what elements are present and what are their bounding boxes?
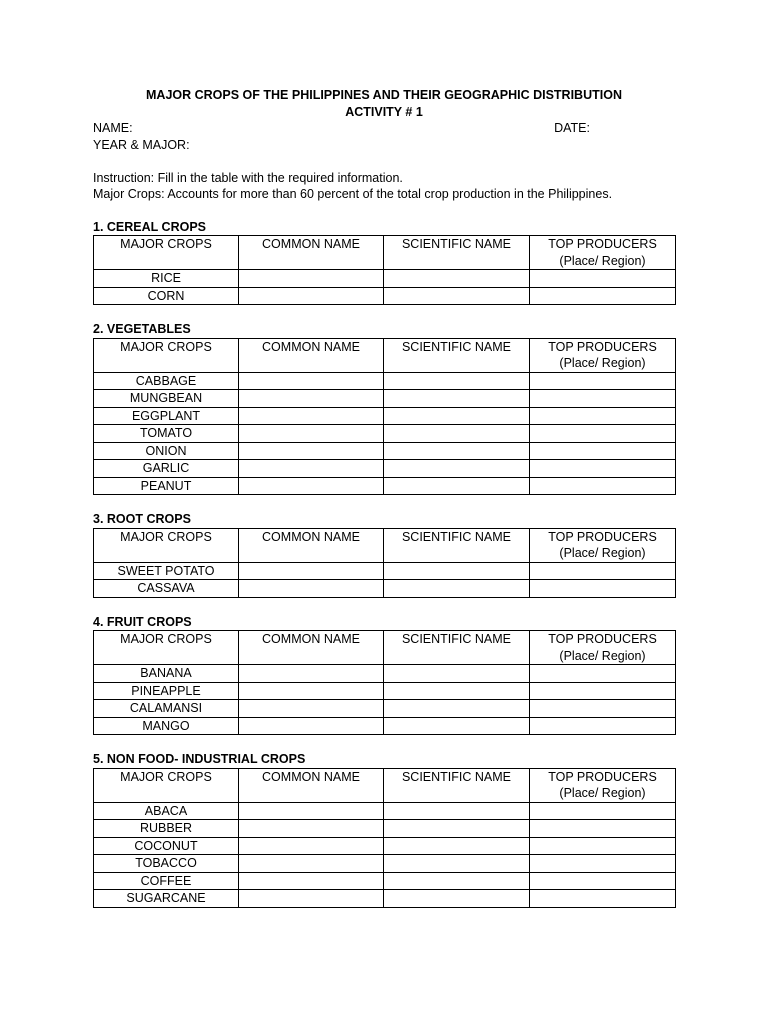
table-row bbox=[94, 407, 676, 425]
common-name-cell[interactable] bbox=[239, 665, 384, 683]
top-producers-cell[interactable] bbox=[530, 802, 676, 820]
header-common-name bbox=[239, 631, 384, 665]
table-row bbox=[94, 287, 676, 305]
top-producers-cell[interactable] bbox=[530, 890, 676, 908]
header-scientific-name-text: SCIENTIFIC NAME bbox=[401, 339, 512, 354]
header-major-crops-text: MAJOR CROPS bbox=[120, 529, 212, 544]
common-name-cell[interactable] bbox=[239, 287, 384, 305]
common-name-cell[interactable] bbox=[239, 270, 384, 288]
scientific-name-cell[interactable] bbox=[384, 890, 530, 908]
common-name-cell[interactable] bbox=[239, 802, 384, 820]
top-producers-cell[interactable] bbox=[530, 287, 676, 305]
scientific-name-cell[interactable] bbox=[384, 802, 530, 820]
year-major-label: YEAR & MAJOR: bbox=[93, 137, 190, 152]
scientific-name-cell[interactable] bbox=[384, 580, 530, 598]
table-row bbox=[94, 562, 676, 580]
header-common-name-text: COMMON NAME bbox=[262, 339, 360, 354]
table-row bbox=[94, 270, 676, 288]
table-row bbox=[94, 890, 676, 908]
top-producers-cell[interactable] bbox=[530, 682, 676, 700]
scientific-name-cell[interactable] bbox=[384, 682, 530, 700]
header-major-crops bbox=[94, 338, 239, 372]
common-name-cell[interactable] bbox=[239, 442, 384, 460]
table-row bbox=[94, 802, 676, 820]
header-major-crops-text: MAJOR CROPS bbox=[120, 339, 212, 354]
section-title: 5. NON FOOD- INDUSTRIAL CROPS bbox=[93, 752, 306, 766]
common-name-cell[interactable] bbox=[239, 872, 384, 890]
common-name-cell[interactable] bbox=[239, 425, 384, 443]
table-row bbox=[94, 717, 676, 735]
crop-name-cell: EGGPLANT bbox=[94, 407, 239, 425]
top-producers-cell[interactable] bbox=[530, 442, 676, 460]
header-common-name-text: COMMON NAME bbox=[262, 237, 360, 251]
table-header-row bbox=[94, 338, 676, 372]
header-scientific-name bbox=[384, 528, 530, 562]
table-row bbox=[94, 390, 676, 408]
top-producers-cell[interactable] bbox=[530, 580, 676, 598]
table-row bbox=[94, 820, 676, 838]
top-producers-cell[interactable] bbox=[530, 562, 676, 580]
common-name-cell[interactable] bbox=[239, 820, 384, 838]
header-scientific-name-text: SCIENTIFIC NAME bbox=[401, 529, 512, 544]
common-name-cell[interactable] bbox=[239, 580, 384, 598]
common-name-cell[interactable] bbox=[239, 477, 384, 495]
header-top-producers-text: TOP PRODUCERS bbox=[548, 632, 657, 646]
scientific-name-cell[interactable] bbox=[384, 820, 530, 838]
common-name-cell[interactable] bbox=[239, 562, 384, 580]
scientific-name-cell[interactable] bbox=[384, 270, 530, 288]
header-common-name bbox=[239, 338, 384, 372]
common-name-cell[interactable] bbox=[239, 837, 384, 855]
table-row bbox=[94, 477, 676, 495]
spacer bbox=[93, 153, 675, 170]
header-major-crops bbox=[94, 768, 239, 802]
common-name-cell[interactable] bbox=[239, 372, 384, 390]
header-major-crops-text: MAJOR CROPS bbox=[120, 632, 212, 646]
header-common-name-text: COMMON NAME bbox=[262, 529, 360, 544]
top-producers-cell[interactable] bbox=[530, 820, 676, 838]
header-common-name bbox=[239, 528, 384, 562]
header-top-producers bbox=[530, 768, 676, 802]
header-major-crops-text: MAJOR CROPS bbox=[120, 769, 212, 784]
crop-name-cell: RUBBER bbox=[94, 820, 239, 838]
scientific-name-cell[interactable] bbox=[384, 425, 530, 443]
header-scientific-name bbox=[384, 768, 530, 802]
header-top-producers bbox=[530, 528, 676, 562]
scientific-name-cell[interactable] bbox=[384, 855, 530, 873]
header-major-crops bbox=[94, 528, 239, 562]
header-major-crops bbox=[94, 236, 239, 270]
table-header-row bbox=[94, 528, 676, 562]
common-name-cell[interactable] bbox=[239, 460, 384, 478]
scientific-name-cell[interactable] bbox=[384, 700, 530, 718]
top-producers-cell[interactable] bbox=[530, 270, 676, 288]
header-top-producers-text: TOP PRODUCERS bbox=[548, 769, 657, 784]
header-top-producers-text: (Place/ Region) bbox=[559, 253, 646, 268]
crop-table bbox=[93, 528, 676, 598]
common-name-cell[interactable] bbox=[239, 682, 384, 700]
crop-table bbox=[93, 768, 676, 908]
crop-name-cell: ABACA bbox=[94, 802, 239, 820]
header-top-producers-text: (Place/ Region) bbox=[559, 356, 646, 370]
top-producers-cell[interactable] bbox=[530, 460, 676, 478]
header-scientific-name-text: SCIENTIFIC NAME bbox=[401, 769, 512, 784]
top-producers-cell[interactable] bbox=[530, 855, 676, 873]
table-row bbox=[94, 665, 676, 683]
header-common-name bbox=[239, 236, 384, 270]
header-top-producers-text: (Place/ Region) bbox=[559, 786, 646, 800]
table-row bbox=[94, 872, 676, 890]
table-row bbox=[94, 580, 676, 598]
common-name-cell[interactable] bbox=[239, 700, 384, 718]
crop-name-cell: TOMATO bbox=[94, 425, 239, 443]
top-producers-cell[interactable] bbox=[530, 872, 676, 890]
header-top-producers-text: TOP PRODUCERS bbox=[548, 237, 657, 251]
header-common-name-text: COMMON NAME bbox=[262, 769, 360, 784]
scientific-name-cell[interactable] bbox=[384, 407, 530, 425]
crop-name-cell: CABBAGE bbox=[94, 372, 239, 390]
header-top-producers bbox=[530, 236, 676, 270]
scientific-name-cell[interactable] bbox=[384, 665, 530, 683]
worksheet-title: MAJOR CROPS OF THE PHILIPPINES AND THEIR GEOGRAPHIC DISTRIBUTION bbox=[146, 88, 622, 102]
common-name-cell[interactable] bbox=[239, 890, 384, 908]
scientific-name-cell[interactable] bbox=[384, 372, 530, 390]
header-common-name bbox=[239, 768, 384, 802]
header-scientific-name bbox=[384, 338, 530, 372]
top-producers-cell[interactable] bbox=[530, 665, 676, 683]
common-name-cell[interactable] bbox=[239, 717, 384, 735]
header-top-producers-text: (Place/ Region) bbox=[559, 648, 646, 663]
table-row bbox=[94, 442, 676, 460]
crop-name-cell: TOBACCO bbox=[94, 855, 239, 873]
header-top-producers bbox=[530, 338, 676, 372]
table-row bbox=[94, 855, 676, 873]
crop-sections bbox=[93, 219, 675, 908]
section-title: 4. FRUIT CROPS bbox=[93, 614, 192, 629]
name-label: NAME: bbox=[93, 121, 133, 135]
scientific-name-cell[interactable] bbox=[384, 442, 530, 460]
scientific-name-cell[interactable] bbox=[384, 287, 530, 305]
top-producers-cell[interactable] bbox=[530, 407, 676, 425]
crop-name-cell: PEANUT bbox=[94, 477, 239, 495]
scientific-name-cell[interactable] bbox=[384, 460, 530, 478]
crop-name-cell: CALAMANSI bbox=[94, 700, 239, 718]
top-producers-cell[interactable] bbox=[530, 390, 676, 408]
crop-name-cell: RICE bbox=[94, 270, 239, 288]
activity-number: ACTIVITY # 1 bbox=[345, 104, 423, 119]
crop-name-cell: GARLIC bbox=[94, 460, 239, 478]
crop-table bbox=[93, 235, 676, 305]
header-top-producers-text: (Place/ Region) bbox=[559, 546, 646, 560]
header-top-producers-text: TOP PRODUCERS bbox=[548, 529, 657, 544]
section-title: 1. CEREAL CROPS bbox=[93, 219, 206, 234]
instruction-text: Instruction: Fill in the table with the required information. bbox=[93, 170, 403, 185]
top-producers-cell[interactable] bbox=[530, 477, 676, 495]
crop-table bbox=[93, 630, 676, 735]
top-producers-cell[interactable] bbox=[530, 837, 676, 855]
header-scientific-name-text: SCIENTIFIC NAME bbox=[401, 632, 512, 646]
common-name-cell[interactable] bbox=[239, 390, 384, 408]
common-name-cell[interactable] bbox=[239, 407, 384, 425]
crop-name-cell: SUGARCANE bbox=[94, 890, 239, 908]
header-scientific-name bbox=[384, 236, 530, 270]
top-producers-cell[interactable] bbox=[530, 425, 676, 443]
header-common-name-text: COMMON NAME bbox=[262, 632, 360, 646]
crop-name-cell: BANANA bbox=[94, 665, 239, 683]
scientific-name-cell[interactable] bbox=[384, 872, 530, 890]
header-major-crops-text: MAJOR CROPS bbox=[120, 237, 212, 251]
header-scientific-name-text: SCIENTIFIC NAME bbox=[401, 237, 512, 251]
scientific-name-cell[interactable] bbox=[384, 477, 530, 495]
major-crops-definition: Major Crops: Accounts for more than 60 percent of the total crop production in the Philippines. bbox=[93, 187, 613, 201]
scientific-name-cell[interactable] bbox=[384, 562, 530, 580]
crop-name-cell: PINEAPPLE bbox=[94, 682, 239, 700]
scientific-name-cell[interactable] bbox=[384, 717, 530, 735]
crop-name-cell: MANGO bbox=[94, 717, 239, 735]
crop-name-cell: COFFEE bbox=[94, 872, 239, 890]
table-row bbox=[94, 837, 676, 855]
table-header-row bbox=[94, 768, 676, 802]
crop-name-cell: ONION bbox=[94, 442, 239, 460]
date-label: DATE: bbox=[554, 121, 590, 135]
crop-name-cell: MUNGBEAN bbox=[94, 390, 239, 408]
worksheet-page bbox=[93, 87, 675, 908]
top-producers-cell[interactable] bbox=[530, 717, 676, 735]
table-row bbox=[94, 425, 676, 443]
crop-name-cell: CORN bbox=[94, 287, 239, 305]
table-row bbox=[94, 460, 676, 478]
header-major-crops bbox=[94, 631, 239, 665]
crop-table bbox=[93, 338, 676, 496]
section-title: 3. ROOT CROPS bbox=[93, 512, 191, 526]
header-top-producers bbox=[530, 631, 676, 665]
scientific-name-cell[interactable] bbox=[384, 837, 530, 855]
header-top-producers-text: TOP PRODUCERS bbox=[548, 339, 657, 354]
section-title: 2. VEGETABLES bbox=[93, 322, 191, 336]
header-scientific-name bbox=[384, 631, 530, 665]
table-row bbox=[94, 682, 676, 700]
table-row bbox=[94, 372, 676, 390]
name-date-line bbox=[93, 120, 675, 137]
table-row bbox=[94, 700, 676, 718]
top-producers-cell[interactable] bbox=[530, 372, 676, 390]
crop-name-cell: COCONUT bbox=[94, 837, 239, 855]
scientific-name-cell[interactable] bbox=[384, 390, 530, 408]
table-header-row bbox=[94, 236, 676, 270]
crop-name-cell: SWEET POTATO bbox=[94, 562, 239, 580]
top-producers-cell[interactable] bbox=[530, 700, 676, 718]
table-header-row bbox=[94, 631, 676, 665]
common-name-cell[interactable] bbox=[239, 855, 384, 873]
crop-name-cell: CASSAVA bbox=[94, 580, 239, 598]
